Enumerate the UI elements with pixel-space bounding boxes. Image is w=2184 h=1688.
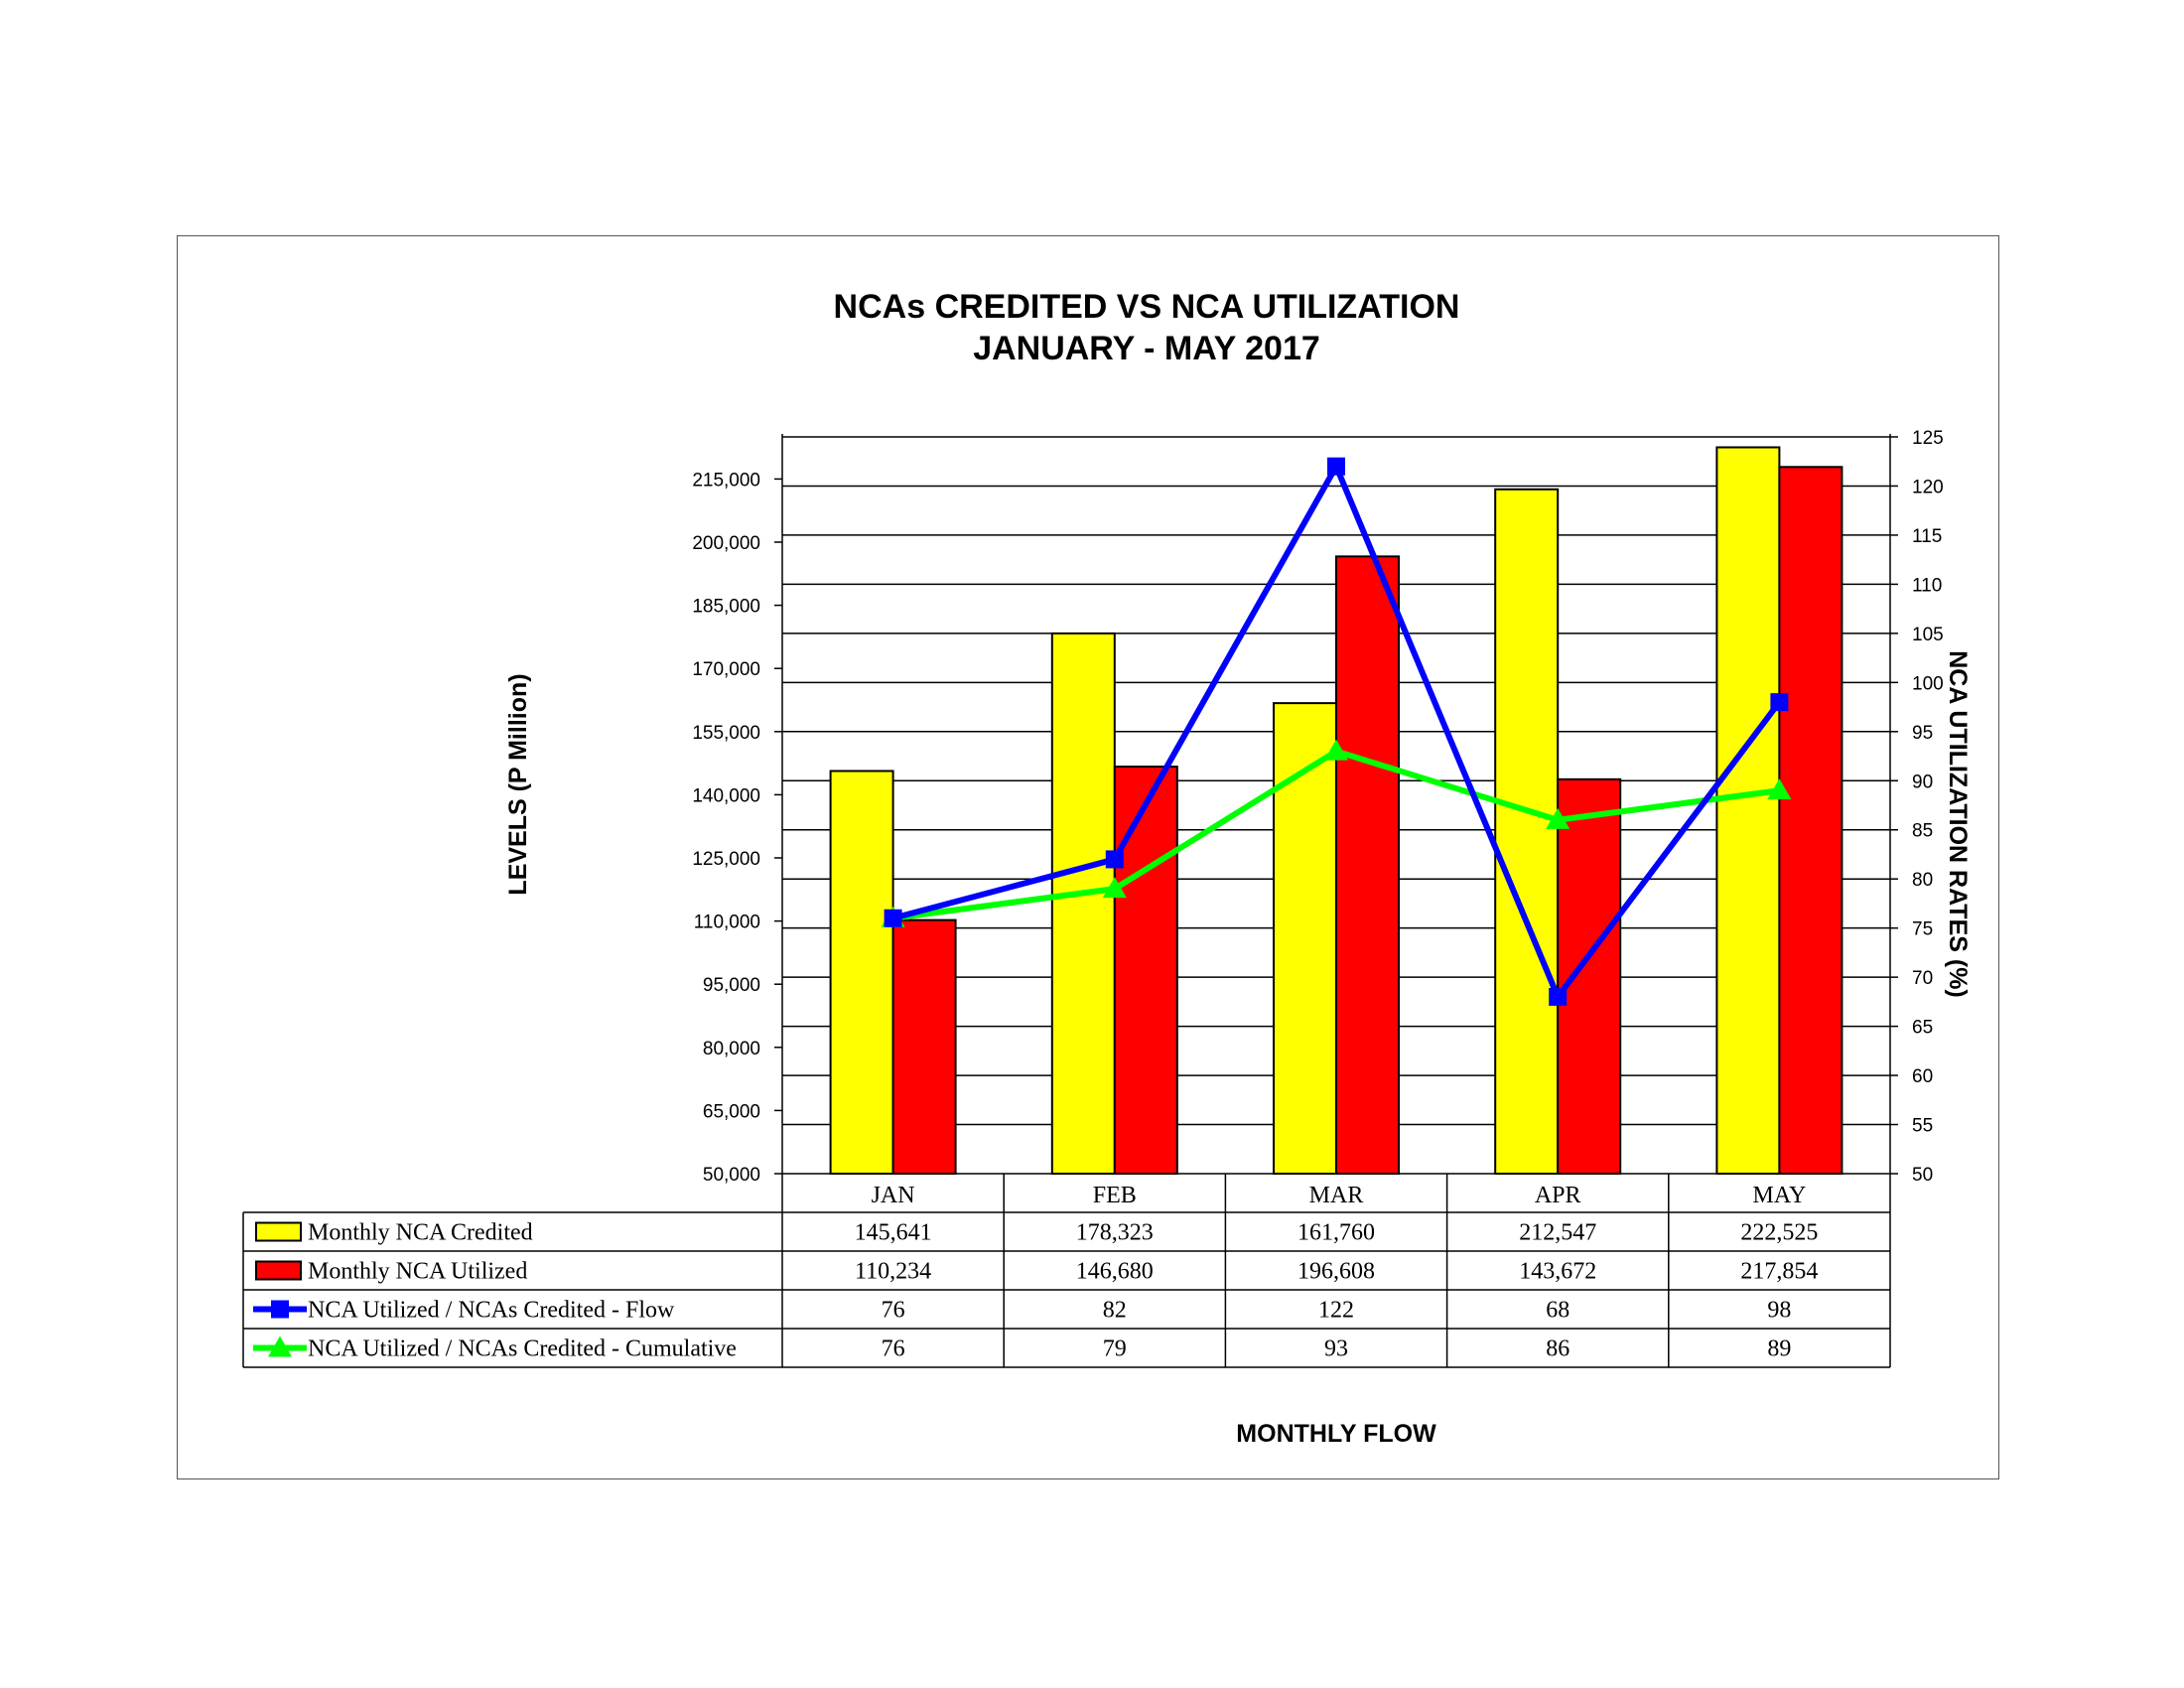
data-label: 212,547 <box>1519 1219 1597 1246</box>
bar-utilized <box>1336 556 1399 1174</box>
legend-key <box>256 1262 301 1280</box>
point-flow <box>1549 988 1567 1006</box>
data-label: 145,641 <box>854 1219 932 1246</box>
data-label: 217,854 <box>1740 1258 1819 1285</box>
chart-subtitle: JANUARY - MAY 2017 <box>973 330 1320 367</box>
legend-key <box>271 1301 289 1319</box>
y-tick-label: 65,000 <box>702 1101 760 1123</box>
y-tick-label: 185,000 <box>692 596 760 618</box>
y2-tick-label: 100 <box>1912 673 1944 695</box>
data-label: 222,525 <box>1740 1219 1819 1246</box>
y-tick-label: 110,000 <box>693 912 760 933</box>
data-label: 146,680 <box>1075 1258 1154 1285</box>
y2-tick-label: 75 <box>1912 918 1934 940</box>
data-label: 68 <box>1546 1297 1570 1324</box>
y2-tick-label: 110 <box>1912 575 1943 597</box>
bars <box>831 447 1843 1174</box>
x-tick-label: FEB <box>1092 1183 1137 1208</box>
y2-axis-label: NCA UTILIZATION RATES (%) <box>1944 650 1972 998</box>
bar-credited <box>1495 490 1558 1174</box>
point-flow <box>1770 693 1788 711</box>
y-tick-label: 95,000 <box>702 975 760 997</box>
bar-credited <box>1052 633 1115 1174</box>
y2-tick-label: 105 <box>1912 624 1944 645</box>
y2-tick-label: 85 <box>1912 820 1934 842</box>
point-flow <box>1106 850 1124 868</box>
y2-tick-label: 90 <box>1912 772 1934 793</box>
data-label: 76 <box>881 1297 905 1324</box>
y2-tick-label: 60 <box>1912 1066 1934 1088</box>
y-tick-label: 215,000 <box>692 470 760 492</box>
bar-credited <box>831 771 893 1174</box>
data-label: 178,323 <box>1075 1219 1154 1246</box>
data-label: 79 <box>1102 1336 1127 1362</box>
data-label: 86 <box>1546 1336 1570 1362</box>
data-label: 161,760 <box>1297 1219 1375 1246</box>
point-flow <box>1327 458 1345 476</box>
chart-title: NCAs CREDITED VS NCA UTILIZATION <box>833 288 1460 326</box>
data-label: 110,234 <box>855 1258 932 1285</box>
bar-utilized <box>893 920 956 1174</box>
data-label: 82 <box>1102 1297 1127 1324</box>
y-tick-label: 170,000 <box>692 659 760 681</box>
x-tick-label: APR <box>1534 1183 1581 1208</box>
y2-tick-label: 50 <box>1912 1165 1934 1186</box>
x-tick-label: MAR <box>1308 1183 1364 1208</box>
y2-tick-label: 55 <box>1912 1115 1934 1137</box>
point-flow <box>885 910 902 927</box>
y2-tick-label: 65 <box>1912 1017 1934 1039</box>
y2-tick-label: 95 <box>1912 722 1934 744</box>
y-tick-label: 200,000 <box>692 533 760 554</box>
data-label: 76 <box>881 1336 905 1362</box>
legend-label: NCA Utilized / NCAs Credited - Flow <box>308 1297 675 1324</box>
data-table <box>243 1174 1890 1367</box>
data-label: 98 <box>1767 1297 1792 1324</box>
y-axis-label: LEVELS (P Million) <box>504 673 532 896</box>
y-tick-label: 155,000 <box>692 722 760 744</box>
legend-label: Monthly NCA Utilized <box>308 1258 528 1285</box>
legend-label: Monthly NCA Credited <box>308 1219 533 1246</box>
y-tick-label: 50,000 <box>702 1165 760 1186</box>
x-tick-label: MAY <box>1752 1183 1807 1208</box>
y-tick-label: 80,000 <box>702 1038 760 1059</box>
bar-credited <box>1716 447 1779 1174</box>
y2-tick-label: 115 <box>1912 525 1943 547</box>
bar-utilized <box>1115 767 1177 1174</box>
y2-tick-label: 70 <box>1912 968 1934 990</box>
bar-utilized <box>1779 467 1842 1174</box>
legend-key <box>256 1223 301 1241</box>
data-label: 122 <box>1318 1297 1354 1324</box>
x-axis-label: MONTHLY FLOW <box>1236 1420 1436 1448</box>
y2-tick-label: 80 <box>1912 870 1934 892</box>
legend-label: NCA Utilized / NCAs Credited - Cumulative <box>308 1336 737 1362</box>
y2-tick-label: 125 <box>1912 428 1944 449</box>
data-label: 89 <box>1767 1336 1792 1362</box>
data-label: 196,608 <box>1297 1258 1375 1285</box>
x-tick-label: JAN <box>871 1183 915 1208</box>
y2-tick-label: 120 <box>1912 477 1944 498</box>
y-tick-label: 125,000 <box>692 849 760 870</box>
y-tick-label: 140,000 <box>692 785 760 807</box>
data-label: 93 <box>1324 1336 1348 1362</box>
bar-utilized <box>1558 779 1620 1174</box>
data-label: 143,672 <box>1519 1258 1597 1285</box>
